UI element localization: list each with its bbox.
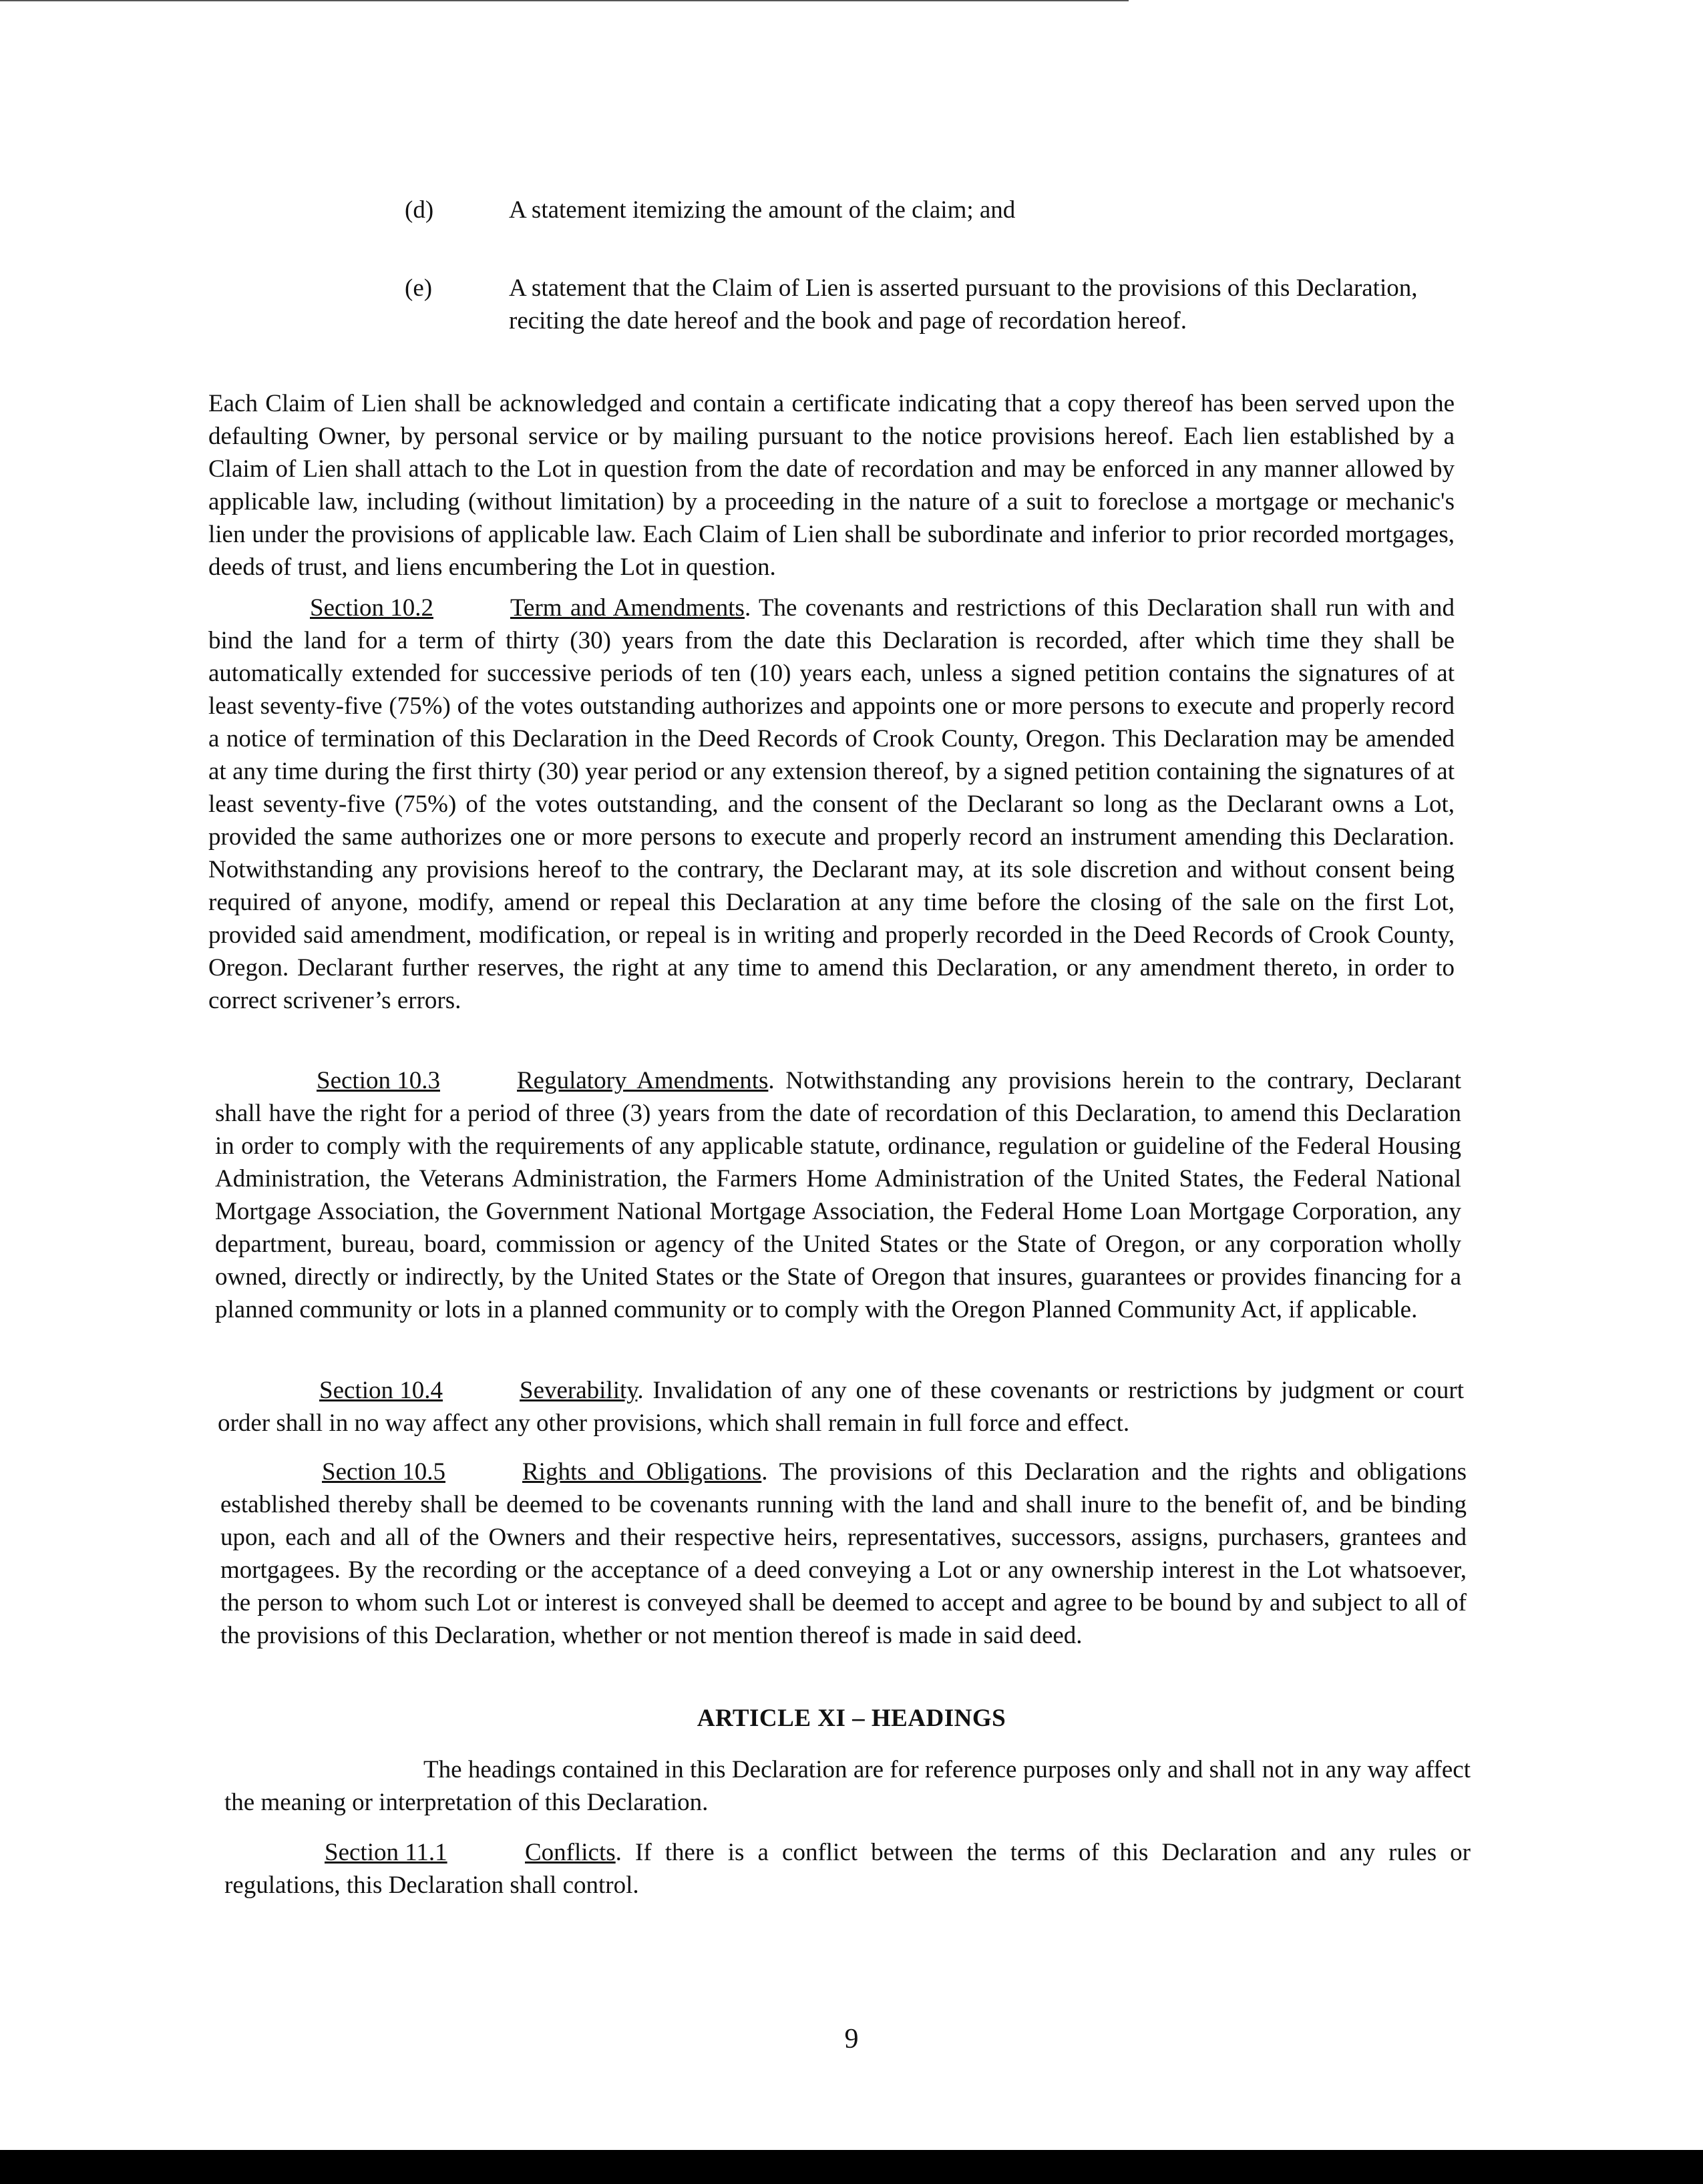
headings-paragraph — [224, 1753, 1471, 1819]
list-marker: (e) — [405, 274, 433, 302]
list-item-text: A statement itemizing the amount of the claim; and — [509, 196, 1016, 224]
list-item-e — [405, 272, 1447, 337]
section-body: . The covenants and restrictions of this Declaration shall run with and bind the land for a term of thirty (30) years from the date this Declaration is recorded, after which time they shall be automatically extended for successive periods of ten (10) years each, unless a signed petition contains the signatures of at least seventy-five (75%) of the votes outstanding authorizes and appoints one or more persons to execute and properly record a notice of termination of this Declaration in the Deed Records of Crook County, Oregon. This Declaration may be amended at any time during the first thirty (30) year period or any extension thereof, by a signed petition containing the signatures of at least seventy-five (75%) of the votes outstanding, and the consent of the Declarant so long as the Declarant owns a Lot, provided the same authorizes one or more persons to execute and properly record an instrument amending this Declaration. Notwithstanding any provisions hereof to the contrary, the Declarant may, at its sole discretion and without consent being required of anyone, modify, amend or repeal this Declaration at any time before the closing of the sale on the first Lot, provided said amendment, modification, or repeal is in writing and properly recorded in the Deed Records of Crook County, Oregon. Declarant further reserves, the right at any time to amend this Declaration, or any amendment thereto, in order to correct scrivener’s errors. — [208, 594, 1455, 1014]
list-marker: (d) — [405, 196, 434, 224]
list-item-text: A statement that the Claim of Lien is asserted pursuant to the provisions of this Declaration, reciting the date hereof and the book and page of recordation hereof. — [509, 274, 1418, 335]
section-number: Section 10.5 — [322, 1458, 445, 1486]
section-title: Regulatory Amendments — [517, 1067, 769, 1094]
section-title: Conflicts — [525, 1839, 616, 1866]
article-heading: ARTICLE XI – HEADINGS — [697, 1705, 1006, 1732]
section-number: Section 10.3 — [317, 1067, 440, 1094]
section-number: Section 10.2 — [310, 594, 433, 622]
headings-paragraph-text: The headings contained in this Declaration are for reference purposes only and shall not in any way affect the meaning or interpretation of this Declaration. — [224, 1756, 1471, 1816]
section-body: . Notwithstanding any provisions herein to the contrary, Declarant shall have the right for a period of three (3) years from the date of recordation of this Declaration, to amend this Declaration in order to comply with the requirements of any applicable statute, ordinance, regulation or guideline of the Federal Housing Administration, the Veterans Administration, the Farmers Home Administration of the United States, the Federal National Mortgage Association, the Government National Mortgage Association, the Federal Home Loan Mortgage Corporation, any department, bureau, board, commission or agency of the United States or the State of Oregon, or any corporation wholly owned, directly or indirectly, by the United States or the State of Oregon that insures, guarantees or provides financing for a planned community or lots in a planned community or to comply with the Oregon Planned Community Act, if applicable. — [215, 1067, 1461, 1323]
section-number: Section 11.1 — [325, 1839, 447, 1866]
top-border-line — [0, 0, 1129, 1]
section-body: . Invalidation of any one of these covenants or restrictions by judgment or court order shall in no way affect any other provisions, which shall remain in full force and effect. — [218, 1377, 1464, 1437]
section-title: Severability — [520, 1377, 638, 1404]
section-10-3 — [215, 1064, 1461, 1326]
section-body: . If there is a conflict between the terms of this Declaration and any rules or regulations, this Declaration shall control. — [224, 1839, 1471, 1899]
section-10-2 — [208, 592, 1455, 1017]
section-11-1 — [224, 1836, 1471, 1902]
list-item-d — [405, 194, 1447, 226]
claim-of-lien-paragraph: Each Claim of Lien shall be acknowledged and contain a certificate indicating that a copy thereof has been served upon the defaulting Owner, by personal service or by mailing pursuant to the notice provisions hereof. Each lien established by a Claim of Lien shall attach to the Lot in question from the date of recordation and may be enforced in any manner allowed by applicable law, including (without limitation) by a proceeding in the nature of a suit to foreclose a mortgage or mechanic's lien under the provisions of applicable law. Each Claim of Lien shall be subordinate and inferior to prior recorded mortgages, deeds of trust, and liens encumbering the Lot in question. — [208, 390, 1455, 581]
section-title: Rights and Obligations — [522, 1458, 762, 1486]
page-number: 9 — [844, 2024, 859, 2054]
section-10-5 — [220, 1456, 1467, 1652]
section-title: Term and Amendments — [510, 594, 745, 622]
section-body: . The provisions of this Declaration and the rights and obligations established thereby shall be deemed to be covenants running with the land and shall inure to the benefit of, and be binding upon, each and all of the Owners and their respective heirs, representatives, successors, assigns, purchasers, grantees and mortgagees. By the recording or the acceptance of a deed conveying a Lot or any ownership interest in the Lot whatsoever, the person to whom such Lot or interest is conveyed shall be deemed to accept and agree to be bound by and subject to all of the provisions of this Declaration, whether or not mention thereof is made in said deed. — [220, 1458, 1467, 1649]
section-number: Section 10.4 — [319, 1377, 443, 1404]
section-10-4 — [218, 1374, 1464, 1440]
